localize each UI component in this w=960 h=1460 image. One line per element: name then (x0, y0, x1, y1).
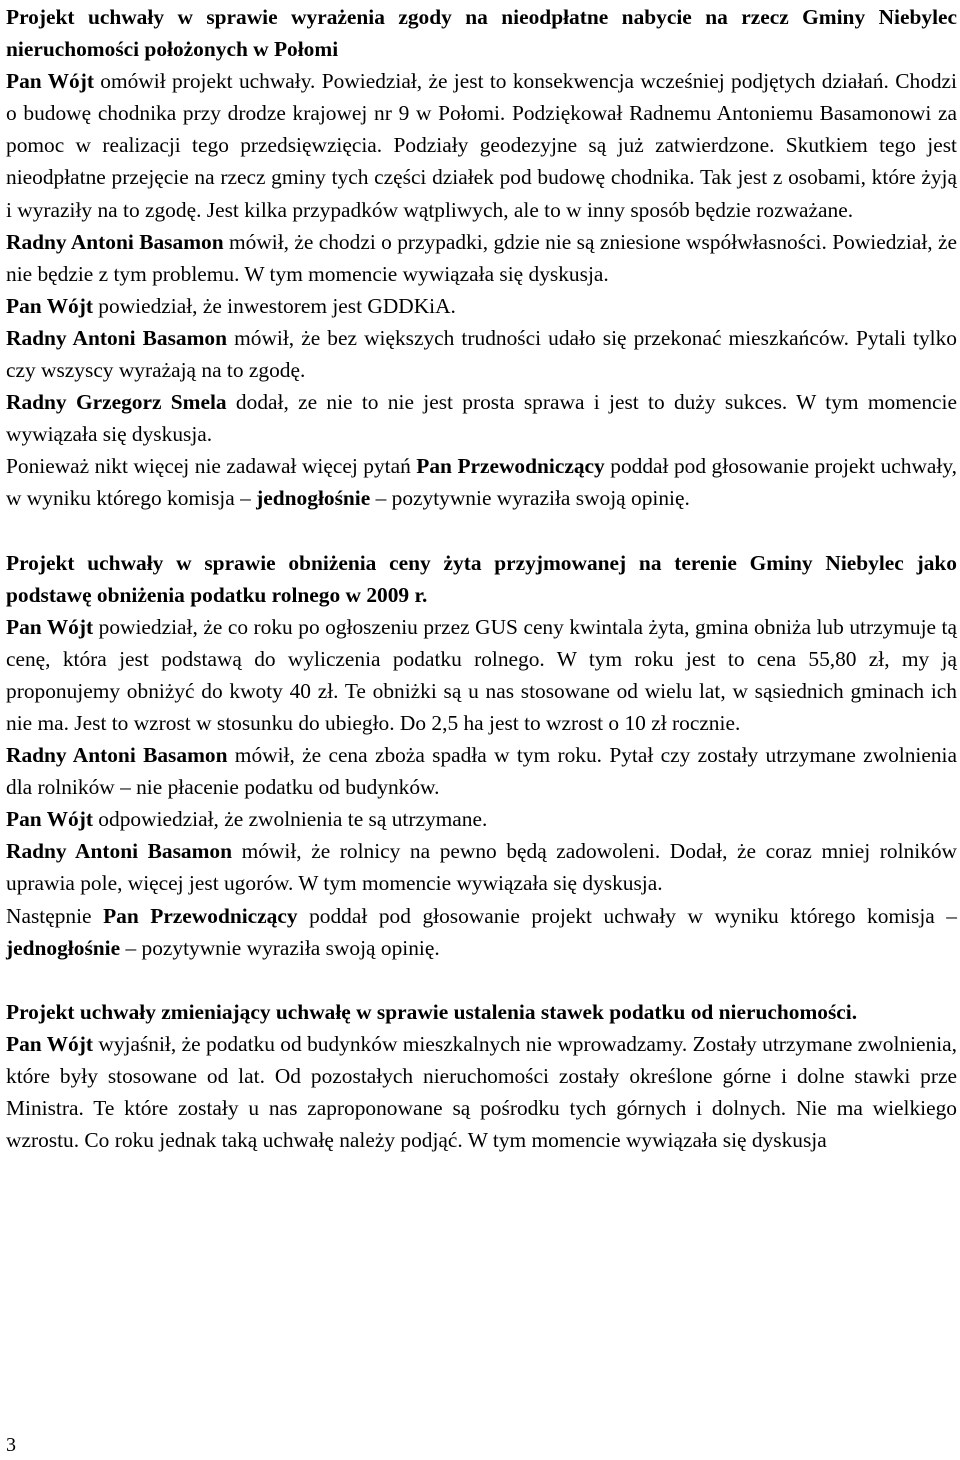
bold-text: jednogłośnie (6, 935, 121, 960)
bold-text: Pan Wójt (6, 69, 94, 94)
text: – pozytywnie wyraziła swoją opinię. (120, 935, 440, 960)
text: mówił, że rolnicy na pewno będą zadowoleni. Dodał, że coraz mniej rolników uprawia pole, więcej jest ugorów. W tym momencie wywiązała się dyskusja. (6, 839, 957, 896)
bold-text: Radny Antoni Basamon (6, 839, 233, 864)
paragraph (6, 322, 957, 386)
paragraph (6, 450, 957, 514)
text: Ponieważ nikt więcej nie zadawał więcej pytań (6, 454, 417, 479)
bold-text: Projekt uchwały zmieniający uchwałę w sprawie ustalenia stawek podatku od nieruchomości. (6, 999, 858, 1024)
text: mówił, że bez większych trudności udało się przekonać mieszkańców. Pytali tylko czy wszyscy wyrażają na to zgodę. (6, 325, 957, 383)
section-title (6, 1, 957, 65)
bold-text: Radny Antoni Basamon (6, 229, 224, 254)
bold-text: Pan Wójt (6, 293, 93, 318)
paragraph (6, 835, 957, 899)
paragraph (6, 900, 957, 964)
text: mówił, że cena zboża spadła w tym roku. Pytał czy zostały utrzymane zwolnienia dla rolników – nie płacenie podatku od budynków. (6, 743, 957, 800)
paragraph (6, 803, 957, 835)
bold-text: Pan Przewodniczący (103, 903, 298, 928)
bold-text: Radny Grzegorz Smela (6, 390, 227, 415)
paragraph (6, 226, 957, 290)
bold-text: Pan Wójt (6, 807, 93, 832)
section-title (6, 547, 957, 611)
paragraph (6, 290, 957, 322)
bold-text: Projekt uchwały w sprawie wyrażenia zgody na nieodpłatne nabycie na rzecz Gminy Niebylec nieruchomości położonych w Połomi (6, 5, 957, 62)
text: omówił projekt uchwały. Powiedział, że jest to konsekwencja wcześniej podjętych działań. Chodzi o budowę chodnika przy drodze krajowej nr 9 w Połomi. Podziękował Radnemu Antoniemu Basamonowi za pomoc w realizacji tego przedsięwzięcia. Podziały geodezyjne są już zatwierdzone. Skutkiem tego jest nieodpłatne przejęcie na rzecz gminy tych części działek pod budowę chodnika. Tak jest z osobami, które żyją i wyraziły na to zgodę. Jest kilka przypadków wątpliwych, ale to w inny sposób będzie rozważane. (6, 69, 957, 222)
text: Następnie (6, 903, 104, 928)
text: wyjaśnił, że podatku od budynków mieszkalnych nie wprowadzamy. Zostały utrzymane zwolnienia, które były stosowane od lat. Od pozostałych nieruchomości zostały określone górne i dolne stawki prze Ministra. Te które zostały u nas zaproponowane są pośrodku tych górnych i dolnych. Nie ma wielkiego wzrostu. Co roku jednak taką uchwałę należy podjąć. W tym momencie wywiązała się dyskusja (6, 1031, 957, 1153)
paragraph (6, 611, 957, 739)
bold-text: jednogłośnie (256, 486, 371, 511)
bold-text: Radny Antoni Basamon (6, 325, 228, 350)
bold-text: Pan Przewodniczący (416, 454, 605, 479)
document-body (6, 1, 957, 1156)
bold-text: Radny Antoni Basamon (6, 743, 228, 768)
paragraph (6, 1028, 957, 1156)
text: odpowiedział, że zwolnienia te są utrzymane. (92, 807, 488, 832)
section-spacer (6, 515, 957, 547)
bold-text: Projekt uchwały w sprawie obniżenia ceny żyta przyjmowanej na terenie Gminy Niebylec jako podstawę obniżenia podatku rolnego w 2009 r. (6, 550, 957, 607)
bold-text: Pan Wójt (6, 614, 94, 639)
text: powiedział, że co roku po ogłoszeniu przez GUS ceny kwintala żyta, gmina obniża lub utrzymuje tą cenę, która jest podstawą do wyliczenia podatku rolnego. W tym roku jest to cena 55,80 zł, my ją proponujemy obniżyć do kwoty 40 zł. Te obniżki są u nas stosowane od wielu lat, w sąsiednich gminach ich nie ma. Jest to wzrost w stosunku do ubiegło. Do 2,5 ha jest to wzrost o 10 zł rocznie. (6, 614, 957, 735)
text: poddał pod głosowanie projekt uchwały w wyniku którego komisja – (297, 903, 957, 928)
text: poddał pod głosowanie projekt uchwały, w wyniku którego komisja – (6, 454, 957, 511)
section-title (6, 996, 957, 1028)
paragraph (6, 386, 957, 450)
page-number: 3 (6, 1434, 16, 1456)
section-spacer (6, 964, 957, 996)
text: powiedział, że inwestorem jest GDDKiA. (92, 293, 456, 318)
text: – pozytywnie wyraziła swoją opinię. (370, 486, 690, 511)
text: mówił, że chodzi o przypadki, gdzie nie są zniesione współwłasności. Powiedział, że nie będzie z tym problemu. W tym momencie wywiązała się dyskusja. (6, 229, 957, 286)
bold-text: Pan Wójt (6, 1031, 93, 1056)
paragraph (6, 65, 957, 225)
paragraph (6, 739, 957, 803)
text: dodał, ze nie to nie jest prosta sprawa i jest to duży sukces. W tym momencie wywiązała się dyskusja. (6, 390, 957, 447)
